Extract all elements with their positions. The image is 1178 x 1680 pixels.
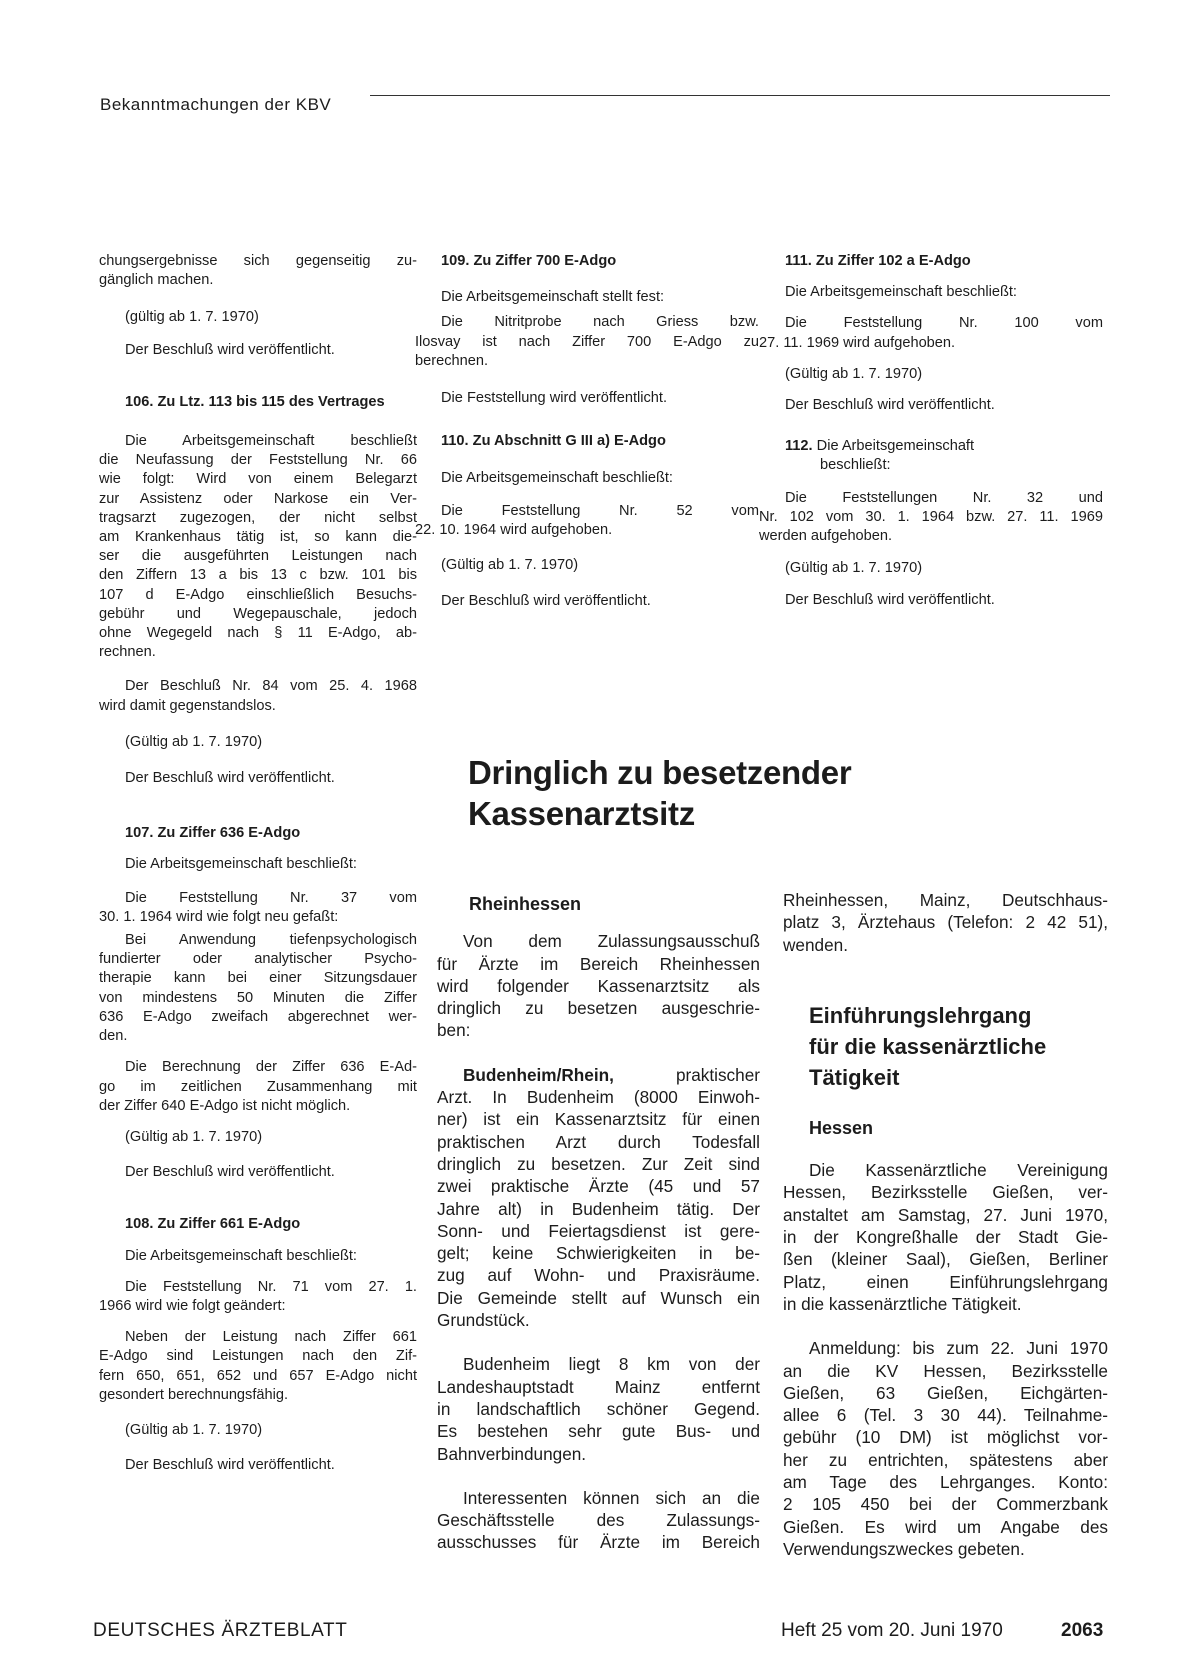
text-line: 22. 10. 1964 wird aufgehoben. [415,521,613,538]
text-line: Rheinhessen, Mainz, Deutschhaus- [783,890,1108,910]
rheinhessen-heading: Rheinhessen [469,894,582,914]
text-line: zwei praktische Ärzte (45 und 57 [437,1176,760,1197]
text-line: ausschusses für Ärzte im Bereich [437,1532,760,1553]
lehrgang-column [783,889,1108,1560]
text-line: Interessenten können sich an die [463,1487,760,1508]
text-line: her zu entrichten, spätestens aber [783,1449,1108,1470]
text-line: wird damit gegenstandslos. [99,697,276,714]
text-line: Landeshauptstadt Mainz entfernt [437,1376,760,1397]
paragraph-109 [415,313,759,371]
header-rule [370,95,1110,96]
publication-note: Der Beschluß wird veröffentlicht. [125,1164,335,1181]
text-line: für Ärzte im Bereich Rheinhessen [437,953,760,974]
text-line: ner) ist ein Kassenarztsitz für einen [437,1109,760,1130]
text-line: wenden. [783,934,848,955]
validity-note: (Gültig ab 1. 7. 1970) [125,1128,263,1145]
text-line: Hessen, Bezirksstelle Gießen, ver- [783,1182,1108,1203]
validity-note: (gültig ab 1. 7. 1970) [125,309,259,326]
text-line: Budenheim liegt 8 km von der [463,1354,760,1375]
paragraph [783,1159,1108,1315]
text-line: ben: [437,1020,471,1041]
text-line: praktischen Arzt durch Todesfall [437,1131,760,1152]
text-line: gänglich machen. [99,272,214,289]
text-line: Verwendungszweckes gebeten. [783,1538,1025,1559]
text-line: 27. 11. 1969 wird aufgehoben. [759,334,956,351]
place-name: Budenheim/Rhein, [463,1064,614,1085]
publication-note: Die Feststellung wird veröffentlicht. [441,390,668,407]
text-line: E-Adgo sind Leistungen nach den Zif- [99,1348,417,1365]
text-line: Von dem Zulassungsausschuß [463,931,760,952]
text-line: go im zeitlichen Zusammenhang mit [99,1078,417,1095]
text-line: Geschäftsstelle des Zulassungs- [437,1510,760,1531]
validity-note: (Gültig ab 1. 7. 1970) [125,733,263,750]
text-line: wird folgender Kassenarztsitz als [437,975,760,996]
text-line: Die Feststellung Nr. 37 vom [125,889,417,906]
text-line: in die kassenärztliche Tätigkeit. [783,1293,1022,1314]
validity-note: (Gültig ab 1. 7. 1970) [441,557,579,574]
publication-note: Der Beschluß wird veröffentlicht. [785,592,995,609]
text-line: Die Arbeitsgemeinschaft beschließt [125,433,417,450]
title-line: Tätigkeit [809,1064,900,1090]
section-title-line: Dringlich zu besetzender [468,754,852,791]
text-line: in der Kongreßhalle der Stadt Gie- [783,1227,1108,1248]
paragraph-107 [99,931,417,1046]
text-line: Jahre alt) in Budenheim tätig. Der [437,1198,760,1219]
journal-name: DEUTSCHES ÄRZTEBLATT [93,1620,348,1641]
text-line: Bei Anwendung tiefenpsychologisch [125,932,417,949]
publication-note: Der Beschluß wird veröffentlicht. [125,341,335,358]
text-line: 30. 1. 1964 wird wie folgt neu gefaßt: [99,908,339,925]
text-line: zur Assistenz oder Narkose ein Ver- [99,490,417,507]
text-line: anstaltet am Samstag, 27. Juni 1970, [783,1204,1108,1225]
text-line: Die Arbeitsgemeinschaft beschließt: [441,470,673,487]
text-line: Die Berechnung der Ziffer 636 E-Ad- [125,1059,417,1076]
text-line: tragsarzt zugezogen, der nicht selbst [99,509,417,526]
heading-111: 111. Zu Ziffer 102 a E-Adgo [785,253,971,269]
heading-106: 106. Zu Ltz. 113 bis 115 des Vertrages [125,393,385,410]
title-line: für die kassenärztliche [809,1033,1047,1059]
paragraph [783,1337,1108,1560]
paragraph [437,1487,760,1554]
text-line: therapie kann bei einer Sitzungsdauer [99,970,417,987]
heading-107: 107. Zu Ziffer 636 E-Adgo [125,825,301,842]
text-line: Die Kassenärztliche Vereinigung [809,1160,1108,1181]
column-left [99,252,417,1475]
text-line: Grundstück. [437,1310,530,1331]
text-line: rechnen. [99,644,156,661]
text-line: Platz, einen Einführungslehrgang [783,1271,1108,1292]
text-line: werden aufgehoben. [759,528,893,545]
text-line: 636 E-Adgo zweifach abgerechnet wer- [99,1008,417,1025]
text-line: gelt; keine Schwierigkeiten in be- [437,1243,760,1264]
text-line: Die Arbeitsgemeinschaft beschließt: [125,856,357,873]
text-line: platz 3, Ärztehaus (Telefon: 2 42 51), [783,912,1108,933]
text-line: Die Feststellung Nr. 71 vom 27. 1. [125,1278,417,1295]
text-line: der Ziffer 640 E-Adgo ist nicht möglich. [99,1097,351,1114]
paragraph [437,1353,760,1464]
text-line: die Neufassung der Feststellung Nr. 66 [99,452,417,469]
text-line: von mindestens 50 Minuten die Ziffer [99,989,417,1006]
text-line: berechnen. [415,352,489,369]
text-line: gebühr (10 DM) ist möglichst vor- [783,1427,1108,1448]
text-line: allee 6 (Tel. 3 30 44). Teilnahme- [783,1405,1108,1426]
rheinhessen-column [437,893,760,1554]
text-line: Bahnverbindungen. [437,1443,587,1464]
text-line: Neben der Leistung nach Ziffer 661 [125,1329,417,1346]
paragraph-107b [99,1058,417,1116]
validity-note: (Gültig ab 1. 7. 1970) [785,560,923,577]
text-line: am Krankenhaus tätig ist, so kann die- [99,529,417,546]
text-line: Die Feststellung Nr. 100 vom [785,315,1103,332]
heading-110: 110. Zu Abschnitt G III a) E-Adgo [441,433,666,450]
section-title [468,752,851,834]
text-line: gebühr und Wegepauschale, jedoch [99,605,417,622]
column-right [759,252,1103,611]
text-line: an die KV Hessen, Bezirksstelle [783,1360,1108,1381]
text-line: Nr. 102 vom 30. 1. 1964 bzw. 27. 11. 1969 [759,508,1103,525]
text-line: ohne Wegegeld nach § 11 E-Adgo, ab- [99,625,417,642]
publication-note: Der Beschluß wird veröffentlicht. [785,397,995,414]
page-number: 2063 [1061,1620,1104,1641]
validity-note: (Gültig ab 1. 7. 1970) [125,1421,263,1438]
text-line: 1966 wird wie folgt geändert: [99,1297,286,1314]
text-line: Die Nitritprobe nach Griess bzw. [441,314,759,331]
text-line: 2 105 450 bei der Commerzbank [783,1494,1108,1515]
text-line: fern 650, 651, 652 und 657 E-Adgo nicht [99,1367,417,1384]
text-span: Die Arbeitsgemeinschaft [816,438,975,455]
text-line: 107 d E-Adgo einschließlich Besuchs- [99,586,417,603]
issue-info: Heft 25 vom 20. Juni 1970 [781,1620,1003,1641]
heading-109: 109. Zu Ziffer 700 E-Adgo [441,253,617,269]
text-line [785,437,1103,456]
title-line: Einführungslehrgang [809,1002,1032,1028]
heading-108: 108. Zu Ziffer 661 E-Adgo [125,1216,301,1233]
section-title-line: Kassenarztsitz [468,795,695,832]
text-line: den. [99,1028,128,1045]
text-line: Die Gemeinde stellt auf Wunsch ein [437,1287,760,1308]
text-line: den Ziffern 13 a bis 13 c bzw. 101 bis [99,567,417,584]
text-line: Die Arbeitsgemeinschaft beschließt: [785,284,1017,301]
paragraph-106 [99,432,417,662]
text-line: gesondert berechnungsfähig. [99,1386,289,1403]
text-line: ßen (kleiner Saal), Gießen, Berliner [783,1249,1108,1270]
text-line: Der Beschluß Nr. 84 vom 25. 4. 1968 [125,678,417,695]
paragraph-108 [99,1328,417,1405]
text-line: dringlich zu besetzen ausgeschrie- [437,998,760,1019]
text-span: praktischer [675,1064,760,1085]
column-middle [415,252,759,611]
text-line: in landschaftlich schöner Gegend. [437,1398,760,1419]
paragraph [437,1064,760,1332]
text-line: Die Feststellung Nr. 52 vom [441,502,759,519]
lehrgang-title [809,1000,1108,1093]
text-line: am Tage des Lehrganges. Konto: [783,1472,1108,1493]
text-line: fundierter oder analytischer Psycho- [99,951,417,968]
text-line: zug auf Wohn- und Praxisräume. [437,1265,760,1286]
text-line: Die Arbeitsgemeinschaft stellt fest: [441,289,665,306]
text-line: Anmeldung: bis zum 22. Juni 1970 [809,1338,1108,1359]
text-line: wie folgt: Wird von einem Belegarzt [99,471,417,488]
text-line: Ilosvay ist nach Ziffer 700 E-Adgo zu [415,333,759,350]
text-line: Gießen, 63 Gießen, Eichgärten- [783,1382,1108,1403]
text-line: beschließt: [820,457,891,474]
publication-note: Der Beschluß wird veröffentlicht. [441,593,651,610]
text-line: chungsergebnisse sich gegenseitig zu- [99,253,417,269]
text-line: ser die ausgeführten Leistungen nach [99,548,417,565]
text-line: Gießen. Es wird um Angabe des [783,1516,1108,1537]
running-header: Bekanntmachungen der KBV [100,95,332,114]
publication-note: Der Beschluß wird veröffentlicht. [125,770,335,787]
hessen-heading: Hessen [809,1117,874,1138]
text-line: Sonn- und Feiertagsdienst ist gere- [437,1220,760,1241]
text-line: Die Arbeitsgemeinschaft beschließt: [125,1247,357,1264]
validity-note: (Gültig ab 1. 7. 1970) [785,365,923,382]
text-line: Es bestehen sehr gute Bus- und [437,1421,760,1442]
paragraph [437,930,760,1041]
text-line [437,1064,760,1086]
text-line: Arzt. In Budenheim (8000 Einwoh- [437,1087,760,1108]
publication-note: Der Beschluß wird veröffentlicht. [125,1457,335,1474]
text-line: dringlich zu besetzen. Zur Zeit sind [437,1153,760,1174]
text-line: Die Feststellungen Nr. 32 und [785,489,1103,506]
item-number-112: 112. [785,438,813,455]
